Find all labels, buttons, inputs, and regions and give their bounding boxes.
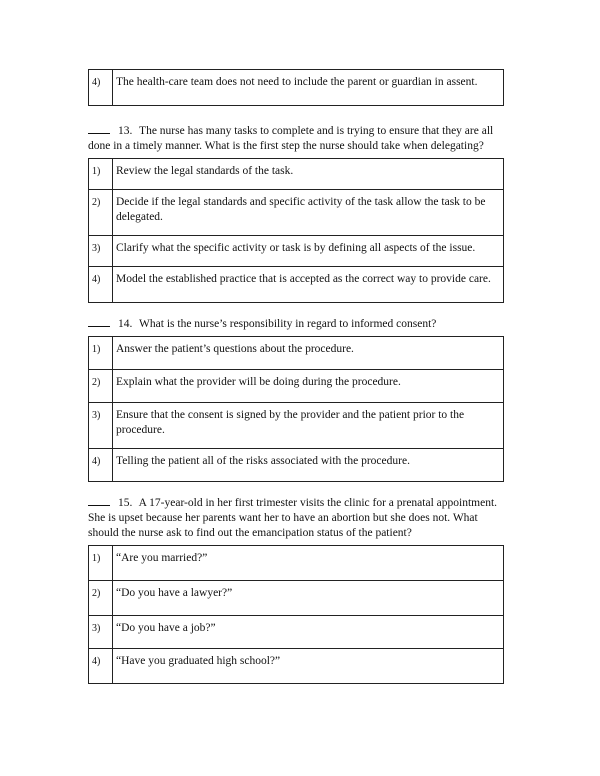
option-text: Decide if the legal standards and specific activity of the task allow the task to be delegated. — [113, 190, 504, 236]
option-row — [89, 449, 504, 482]
question-number: 14. — [118, 318, 133, 330]
question-text: What is the nurse’s responsibility in regard to informed consent? — [139, 318, 437, 330]
option-text: “Do you have a lawyer?” — [113, 581, 504, 616]
question-15 — [88, 494, 504, 684]
question-stem — [88, 494, 504, 541]
option-number: 2) — [89, 190, 113, 236]
option-text: Telling the patient all of the risks associated with the procedure. — [113, 449, 504, 482]
option-text: Clarify what the specific activity or task is by defining all aspects of the issue. — [113, 236, 504, 267]
option-text: “Do you have a job?” — [113, 616, 504, 649]
option-text: The health-care team does not need to include the parent or guardian in assent. — [113, 70, 504, 106]
answer-blank[interactable] — [88, 494, 110, 506]
option-text: Ensure that the consent is signed by the provider and the patient prior to the procedure. — [113, 403, 504, 449]
option-number: 4) — [89, 267, 113, 303]
question-number: 15. — [118, 497, 133, 509]
option-row — [89, 70, 504, 106]
option-number: 2) — [89, 370, 113, 403]
option-row — [89, 546, 504, 581]
option-text: “Are you married?” — [113, 546, 504, 581]
q14-options-table — [88, 336, 504, 482]
q12-options-table — [88, 69, 504, 106]
option-row — [89, 581, 504, 616]
question-text: A 17-year-old in her first trimester visits the clinic for a prenatal appointment. She is upset because her parents want her to have an abortion but she does not. What should the nurse ask to find out the emancipation status of the patient? — [88, 497, 498, 539]
option-number: 4) — [89, 449, 113, 482]
question-stem — [88, 122, 504, 154]
option-number: 1) — [89, 159, 113, 190]
option-row — [89, 236, 504, 267]
option-number: 4) — [89, 649, 113, 684]
option-text: Model the established practice that is accepted as the correct way to provide care. — [113, 267, 504, 303]
question-text: The nurse has many tasks to complete and is trying to ensure that they are all done in a timely manner. What is the first step the nurse should take when delegating? — [88, 125, 494, 152]
question-13 — [88, 122, 504, 303]
option-text: Explain what the provider will be doing during the procedure. — [113, 370, 504, 403]
question-14 — [88, 315, 504, 482]
question-number: 13. — [118, 125, 133, 137]
option-number: 1) — [89, 546, 113, 581]
option-row — [89, 159, 504, 190]
answer-blank[interactable] — [88, 122, 110, 134]
q15-options-table — [88, 545, 504, 684]
option-row — [89, 190, 504, 236]
option-row — [89, 649, 504, 684]
option-number: 3) — [89, 403, 113, 449]
option-number: 2) — [89, 581, 113, 616]
option-row — [89, 616, 504, 649]
option-row — [89, 267, 504, 303]
option-text: Review the legal standards of the task. — [113, 159, 504, 190]
option-number: 3) — [89, 236, 113, 267]
option-text: “Have you graduated high school?” — [113, 649, 504, 684]
option-number: 3) — [89, 616, 113, 649]
answer-blank[interactable] — [88, 315, 110, 327]
q13-options-table — [88, 158, 504, 303]
option-row — [89, 337, 504, 370]
question-12-tail — [88, 69, 504, 106]
question-stem — [88, 315, 504, 332]
option-text: Answer the patient’s questions about the procedure. — [113, 337, 504, 370]
option-row — [89, 403, 504, 449]
option-row — [89, 370, 504, 403]
option-number: 1) — [89, 337, 113, 370]
option-number: 4) — [89, 70, 113, 106]
